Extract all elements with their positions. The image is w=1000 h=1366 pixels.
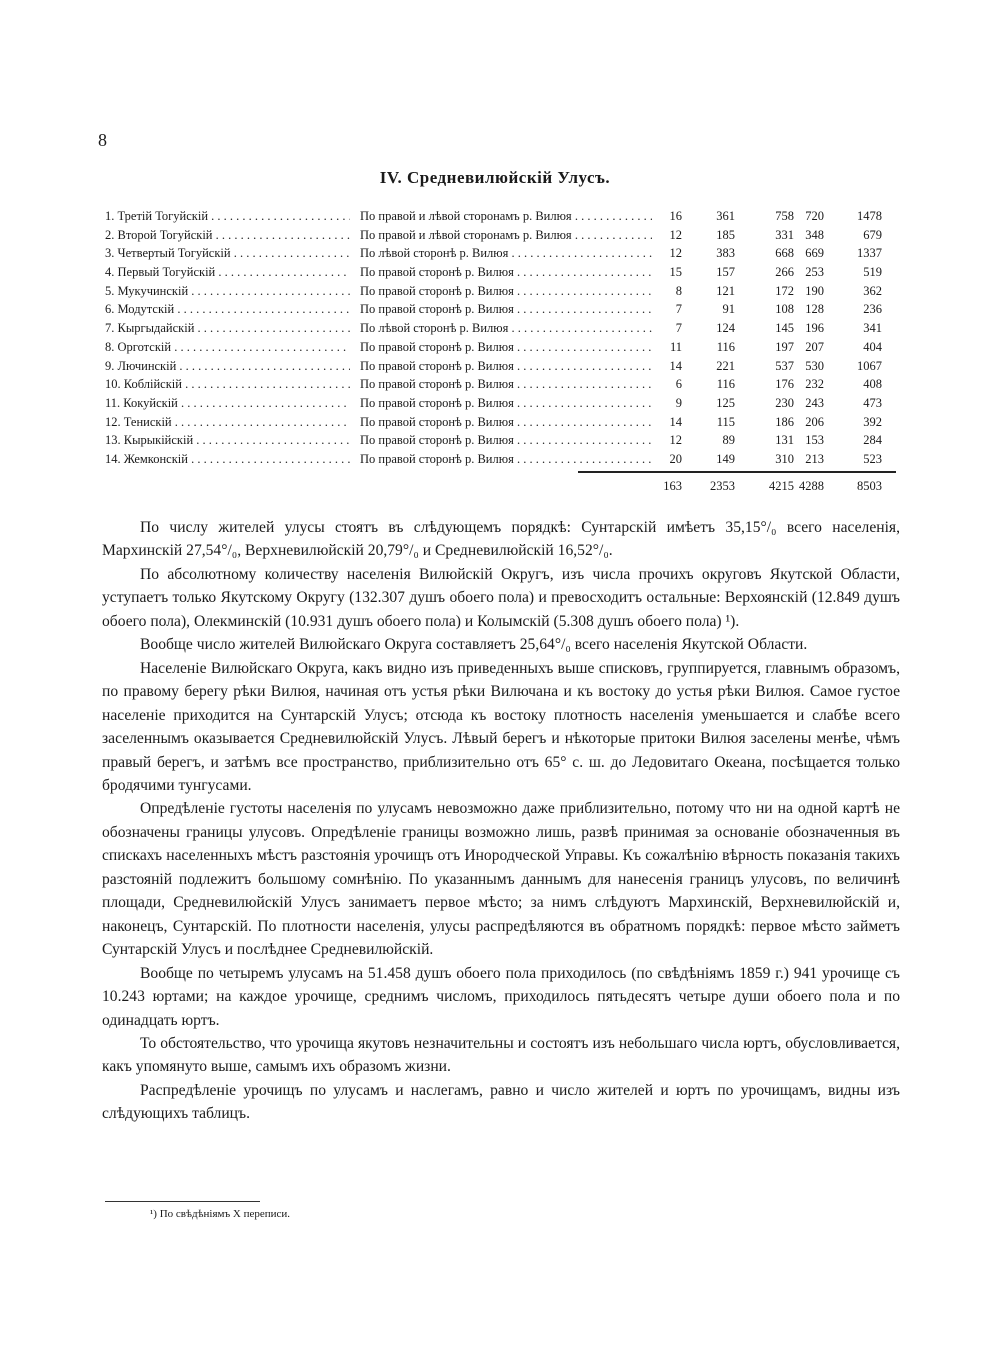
female-count: 669 bbox=[805, 246, 824, 261]
table-row bbox=[102, 357, 897, 376]
female-count: 232 bbox=[805, 377, 824, 392]
yurts-count: 185 bbox=[716, 227, 735, 242]
yurts-count: 89 bbox=[722, 433, 735, 448]
paragraph: Опредѣленіе густоты населенія по улусамъ невозможно даже приблизительно, потому что ни на одной картѣ не обозначены границы улусовъ. Опредѣленіе границы возможно лишь, развѣ принимая за основаніе обозначенныя въ спискахъ населенныхъ мѣстъ разстоянія урочищъ отъ Инородческой Управы. Къ сожалѣнію вѣрность показанія такихъ разстояній подлежитъ большому сомнѣнію. По указаннымъ даннымъ для нанесенія границъ улусовъ, по величинѣ площади, Средневилюйскій Улусъ занимаетъ первое мѣсто; за нимъ слѣдуютъ Мархинскій, Верхневилюйскій и, наконецъ, Сунтарскій. По плотности населенія, улусы распредѣляются въ обратномъ порядкѣ: первое мѣсто займетъ Сунтарскій Улусъ и послѣднее Средневилюйскій. bbox=[102, 800, 900, 959]
male-count: 186 bbox=[775, 414, 794, 429]
male-count: 668 bbox=[775, 246, 794, 261]
ulus-location: По правой сторонѣ р. Вилюя . . . bbox=[360, 413, 652, 432]
total-yurts: 2353 bbox=[710, 479, 735, 493]
body-text bbox=[102, 516, 900, 1126]
yurts-count: 116 bbox=[716, 377, 735, 392]
naslegs-count: 11 bbox=[669, 339, 682, 354]
footnote-rule bbox=[105, 1201, 260, 1202]
table-row bbox=[102, 450, 897, 469]
total-male: 4215 bbox=[769, 479, 794, 493]
yurts-count: 124 bbox=[716, 321, 735, 336]
paragraph: Населеніе Вилюйскаго Округа, какъ видно изъ приведенныхъ выше списковъ, группируется, главнымъ образомъ, по правому берегу рѣки Вилюя, начиная отъ устья рѣки Вилючана и къ востоку до устья рѣки Вилюя. Самое густое населеніе приходится на Сунтарскій Улусъ; отсюда къ востоку плотность населенія уменьшается и слабѣе всего заселеннымъ оказывается Средневилюйскій Улусъ. Лѣвый берегъ и нѣкоторые притоки Вилюя заселены менѣе, чѣмъ правый берегъ, и затѣмъ все пространство, приблизительно отъ 65° с. ш. до Ледовитаго Океана, посѣщается только бродячими тунгусами. bbox=[102, 659, 900, 794]
ulus-table bbox=[102, 207, 897, 469]
male-count: 172 bbox=[775, 283, 794, 298]
ulus-name: 7. Кыргыдайскій . . . bbox=[105, 319, 350, 338]
naslegs-count: 15 bbox=[669, 265, 682, 280]
male-count: 310 bbox=[775, 451, 794, 466]
female-count: 128 bbox=[805, 302, 824, 317]
female-count: 243 bbox=[805, 395, 824, 410]
naslegs-count: 7 bbox=[675, 302, 682, 317]
total-count: 1478 bbox=[857, 209, 882, 223]
female-count: 348 bbox=[805, 227, 824, 242]
naslegs-count: 16 bbox=[669, 209, 682, 223]
section-title-text: IV. Средневилюйскій Улусъ. bbox=[379, 168, 611, 187]
ulus-name: 5. Мукучинскій . . . bbox=[105, 282, 350, 301]
ulus-name: 8. Орготскій . . . bbox=[105, 338, 350, 357]
naslegs-count: 12 bbox=[669, 227, 682, 242]
female-count: 530 bbox=[805, 358, 824, 373]
ulus-location: По правой сторонѣ р. Вилюя . . . bbox=[360, 282, 652, 301]
paragraph: То обстоятельство, что урочища якутовъ незначительны и состоятъ изъ небольшаго числа юртъ, обусловливается, какъ упомянуто выше, самымъ ихъ образомъ жизни. bbox=[102, 1034, 900, 1076]
naslegs-count: 14 bbox=[669, 414, 682, 429]
male-count: 108 bbox=[775, 302, 794, 317]
ulus-name: 9. Лючинскій . . . bbox=[105, 357, 350, 376]
ulus-name: 6. Модутскій . . . bbox=[105, 300, 350, 319]
total-count: 1337 bbox=[857, 246, 882, 261]
naslegs-count: 12 bbox=[669, 433, 682, 448]
yurts-count: 115 bbox=[716, 414, 735, 429]
ulus-name: 10. Коблійскій . . . bbox=[105, 375, 350, 394]
male-count: 266 bbox=[775, 265, 794, 280]
yurts-count: 91 bbox=[722, 302, 735, 317]
naslegs-count: 14 bbox=[669, 358, 682, 373]
female-count: 207 bbox=[805, 339, 824, 354]
total-female: 4288 bbox=[799, 479, 824, 493]
total-count: 404 bbox=[863, 339, 882, 354]
total-count: 408 bbox=[863, 377, 882, 392]
table-row bbox=[102, 263, 897, 282]
total-count: 362 bbox=[863, 283, 882, 298]
ulus-name: 11. Кокуйскій . . . bbox=[105, 394, 350, 413]
ulus-location: По правой и лѣвой сторонамъ р. Вилюя . . . bbox=[360, 226, 652, 245]
male-count: 758 bbox=[775, 209, 794, 223]
paragraph: Распредѣленіе урочищъ по улусамъ и наслегамъ, равно и число жителей и юртъ по урочищамъ, видны изъ слѣдующихъ таблицъ. bbox=[102, 1081, 900, 1123]
total-count: 284 bbox=[863, 433, 882, 448]
total-count: 519 bbox=[863, 265, 882, 280]
table-row bbox=[102, 244, 897, 263]
yurts-count: 116 bbox=[716, 339, 735, 354]
female-count: 206 bbox=[805, 414, 824, 429]
table-row bbox=[102, 413, 897, 432]
page-number: 8 bbox=[98, 130, 107, 150]
ulus-location: По лѣвой сторонѣ р. Вилюя . . . bbox=[360, 244, 652, 263]
table-row bbox=[102, 282, 897, 301]
ulus-location: По правой сторонѣ р. Вилюя . . . bbox=[360, 263, 652, 282]
paragraph: По числу жителей улусы стоятъ въ слѣдующемъ порядкѣ: Сунтарскій имѣетъ 35,15°/₀ всего населенія, Мархинскій 27,54°/₀, Верхневилюйскій 20,79°/₀ и Средневилюйскій 16,52°/₀. bbox=[102, 519, 900, 560]
ulus-location: По правой сторонѣ р. Вилюя . . . bbox=[360, 338, 652, 357]
female-count: 190 bbox=[805, 283, 824, 298]
female-count: 253 bbox=[805, 265, 824, 280]
ulus-name: 14. Жемконскій . . . bbox=[105, 450, 350, 469]
yurts-count: 157 bbox=[716, 265, 735, 280]
female-count: 213 bbox=[805, 451, 824, 466]
naslegs-count: 7 bbox=[675, 321, 682, 336]
table-row bbox=[102, 394, 897, 413]
yurts-count: 221 bbox=[716, 358, 735, 373]
paragraph: Вообще по четыремъ улусамъ на 51.458 душъ обоего пола приходилось (по свѣдѣніямъ 1859 г.) 941 урочище съ 10.243 юртами; на каждое урочище, среднимъ числомъ, приходилось пятьдесятъ четыре души обоего пола и по одинадцать юртъ. bbox=[102, 964, 900, 1029]
naslegs-count: 12 bbox=[669, 246, 682, 261]
ulus-location: По правой сторонѣ р. Вилюя . . . bbox=[360, 357, 652, 376]
ulus-location: По лѣвой сторонѣ р. Вилюя . . . bbox=[360, 319, 652, 338]
total-count: 473 bbox=[863, 395, 882, 410]
ulus-name: 4. Первый Тогуйскій . . . bbox=[105, 263, 350, 282]
ulus-location: По правой сторонѣ р. Вилюя . . . bbox=[360, 450, 652, 469]
ulus-location: По правой сторонѣ р. Вилюя . . . bbox=[360, 394, 652, 413]
male-count: 176 bbox=[775, 377, 794, 392]
paragraph: Вообще число жителей Вилюйскаго Округа составляетъ 25,64°/₀ всего населенія Якутской Области. bbox=[140, 636, 808, 654]
totals-rule bbox=[578, 471, 896, 473]
total-count: 523 bbox=[863, 451, 882, 466]
ulus-name: 1. Третій Тогуйскій . . . bbox=[105, 207, 350, 226]
table-row bbox=[102, 207, 897, 226]
table-row bbox=[102, 300, 897, 319]
ulus-location: По правой сторонѣ р. Вилюя . . . bbox=[360, 431, 652, 450]
totals-row bbox=[102, 477, 897, 496]
naslegs-count: 20 bbox=[669, 451, 682, 466]
male-count: 131 bbox=[775, 433, 794, 448]
naslegs-count: 9 bbox=[675, 395, 682, 410]
yurts-count: 149 bbox=[716, 451, 735, 466]
yurts-count: 383 bbox=[716, 246, 735, 261]
yurts-count: 125 bbox=[716, 395, 735, 410]
ulus-name: 13. Кырыкійскій . . . bbox=[105, 431, 350, 450]
female-count: 196 bbox=[805, 321, 824, 336]
total-naslegs: 163 bbox=[663, 479, 682, 493]
table-row bbox=[102, 431, 897, 450]
male-count: 331 bbox=[775, 227, 794, 242]
ulus-name: 12. Тенискій . . . bbox=[105, 413, 350, 432]
total-count: 1067 bbox=[857, 358, 882, 373]
yurts-count: 121 bbox=[716, 283, 735, 298]
paragraph: По абсолютному количеству населенія Вилюйскій Округъ, изъ числа прочихъ округовъ Якутской Области, уступаетъ только Якутскому Округу (132.307 душъ обоего пола) и превосходитъ остальные: Верхоянскій (12.849 душъ обоего пола), Олекминскій (10.931 душъ обоего пола) и Колымскій (5.308 душъ обоего пола) ¹). bbox=[102, 565, 900, 630]
female-count: 720 bbox=[805, 209, 824, 223]
male-count: 230 bbox=[775, 395, 794, 410]
male-count: 197 bbox=[775, 339, 794, 354]
yurts-count: 361 bbox=[716, 209, 735, 223]
total-count: 236 bbox=[863, 302, 882, 317]
naslegs-count: 8 bbox=[675, 283, 682, 298]
ulus-name: 2. Второй Тогуйскій . . . bbox=[105, 226, 350, 245]
table-row bbox=[102, 375, 897, 394]
male-count: 145 bbox=[775, 321, 794, 336]
section-title bbox=[0, 168, 1000, 188]
footnote: ¹) По свѣдѣніямъ X переписи. bbox=[150, 1208, 291, 1220]
naslegs-count: 6 bbox=[675, 377, 682, 392]
ulus-name: 3. Четвертый Тогуйскій . . . bbox=[105, 244, 350, 263]
table-row bbox=[102, 338, 897, 357]
total-count: 341 bbox=[863, 321, 882, 336]
ulus-location: По правой и лѣвой сторонамъ р. Вилюя . . . bbox=[360, 207, 652, 226]
table-row bbox=[102, 319, 897, 338]
ulus-location: По правой сторонѣ р. Вилюя . . . bbox=[360, 375, 652, 394]
total-count: 679 bbox=[863, 227, 882, 242]
ulus-location: По правой сторонѣ р. Вилюя . . . bbox=[360, 300, 652, 319]
total-count: 392 bbox=[863, 414, 882, 429]
male-count: 537 bbox=[775, 358, 794, 373]
table-row bbox=[102, 226, 897, 245]
female-count: 153 bbox=[805, 433, 824, 448]
total-both: 8503 bbox=[857, 479, 882, 493]
